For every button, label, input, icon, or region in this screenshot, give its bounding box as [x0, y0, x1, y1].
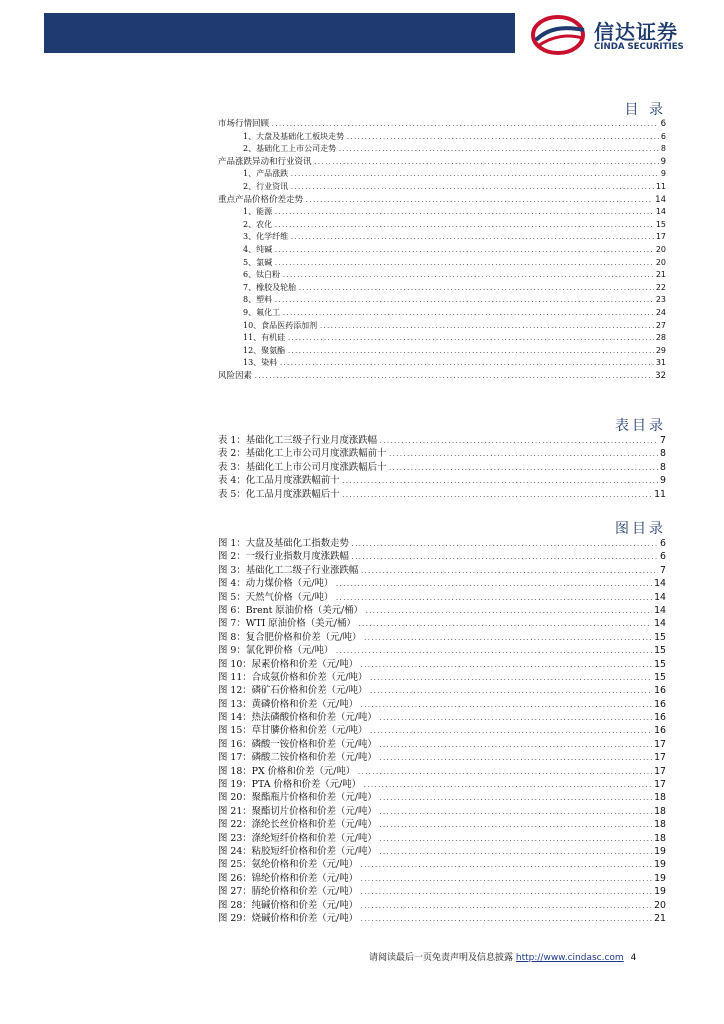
dot-leader — [363, 632, 652, 644]
dot-leader — [279, 358, 654, 370]
table-entry[interactable] — [218, 447, 666, 460]
figure-entry-label: 图 21：聚酯切片价格和价差（元/吨） — [218, 805, 377, 817]
toc-entry-label: 8、塑料 — [243, 295, 273, 305]
dot-leader — [335, 592, 652, 604]
figure-entry[interactable] — [218, 845, 666, 858]
figure-entry-label: 图 6：Brent 原油价格（美元/桶） — [218, 604, 363, 616]
toc-entry[interactable] — [218, 332, 666, 345]
toc-list — [218, 118, 666, 382]
dot-leader — [369, 672, 652, 684]
toc-entry-page-number: 28 — [655, 333, 666, 343]
toc-entry-page-number: 29 — [655, 345, 666, 355]
toc-entry[interactable] — [218, 206, 666, 219]
dot-leader — [360, 913, 652, 925]
dot-leader — [388, 448, 658, 460]
toc-entry-page-number: 15 — [655, 219, 666, 229]
figure-entry-page-number: 17 — [654, 779, 666, 791]
toc-entry[interactable] — [218, 269, 666, 282]
figure-entry-label: 图 14：热法磷酸价格和价差（元/吨） — [218, 712, 377, 724]
logo-english-name: CINDA SECURITIES — [594, 42, 684, 52]
figure-entry[interactable] — [218, 858, 666, 871]
page-footer — [369, 950, 636, 963]
toc-entry[interactable] — [218, 219, 666, 232]
dot-leader — [379, 435, 658, 447]
figure-entry-page-number: 16 — [654, 712, 666, 724]
dot-leader — [379, 712, 652, 724]
dot-leader — [379, 806, 652, 818]
figure-entry[interactable] — [218, 658, 666, 671]
dot-leader — [254, 371, 653, 383]
figure-entry-label: 图 19：PTA 价格和价差（元/吨） — [218, 779, 361, 791]
figure-entry-label: 图 5：天然气价格（元/吨） — [218, 591, 334, 603]
dot-leader — [369, 685, 652, 697]
figure-entry[interactable] — [218, 591, 666, 604]
dot-leader — [319, 321, 654, 333]
footer-website-link[interactable]: http://www.cindasc.com — [515, 953, 624, 963]
dot-leader — [298, 283, 654, 295]
figure-entry[interactable] — [218, 550, 666, 563]
toc-entry[interactable] — [218, 257, 666, 270]
table-entry-page-number: 8 — [660, 448, 666, 460]
toc-entry-label: 2、基础化工上市公司走势 — [243, 144, 337, 154]
table-entry-label: 表 5：化工品月度涨跌幅后十 — [218, 488, 340, 500]
figure-entry-page-number: 17 — [654, 765, 666, 777]
figure-entry-page-number: 18 — [654, 805, 666, 817]
dot-leader — [346, 132, 659, 144]
table-entry-label: 表 1：基础化工三级子行业月度涨跌幅 — [218, 435, 377, 446]
toc-entry[interactable] — [218, 194, 666, 207]
toc-entry[interactable] — [218, 156, 666, 169]
toc-entry-label: 1、产品涨跌 — [243, 169, 289, 179]
figure-entry-page-number: 14 — [654, 578, 666, 590]
dot-leader — [379, 739, 652, 751]
figure-entry-label: 图 4：动力煤价格（元/吨） — [218, 578, 334, 590]
figure-entry-page-number: 16 — [654, 685, 666, 697]
toc-entry[interactable] — [218, 294, 666, 307]
figure-entry-page-number: 19 — [654, 872, 666, 884]
figure-entry[interactable] — [218, 644, 666, 657]
dot-leader — [369, 725, 652, 737]
toc-entry-label: 11、有机硅 — [243, 333, 286, 343]
footer-disclaimer: 请阅读最后一页免责声明及信息披露 — [369, 953, 514, 963]
figure-entry[interactable] — [218, 899, 666, 912]
dot-leader — [360, 900, 652, 912]
figure-entry-label: 图 9：氯化钾价格（元/吨） — [218, 645, 334, 657]
table-entry-page-number: 11 — [654, 488, 666, 500]
figure-entry-page-number: 14 — [654, 618, 666, 630]
toc-entry-page-number: 23 — [655, 295, 666, 305]
toc-entry-page-number: 22 — [655, 282, 666, 292]
figure-entry[interactable] — [218, 738, 666, 751]
figure-entry-label: 图 13：黄磷价格和价差（元/吨） — [218, 698, 358, 710]
toc-entry-label: 13、染料 — [243, 358, 278, 368]
figure-entry-label: 图 26：锦纶价格和价差（元/吨） — [218, 872, 358, 884]
cinda-logo — [528, 14, 708, 56]
dot-leader — [358, 618, 652, 630]
toc-entry[interactable] — [218, 320, 666, 333]
figure-entry-page-number: 17 — [654, 752, 666, 764]
toc-entry-label: 1、大盘及基础化工板块走势 — [243, 131, 345, 141]
figure-entry-page-number: 21 — [654, 912, 666, 924]
figure-entry-label: 图 24：粘胶短纤价格和价差（元/吨） — [218, 845, 377, 857]
toc-entry[interactable] — [218, 231, 666, 244]
dot-leader — [379, 819, 652, 831]
dot-leader — [341, 489, 652, 501]
figure-entry[interactable] — [218, 912, 666, 925]
figures-title: 图目录 — [615, 521, 666, 537]
toc-entry[interactable] — [218, 345, 666, 358]
figure-entry[interactable] — [218, 791, 666, 804]
figure-entry-label: 图 18：PX 价格和价差（元/吨） — [218, 765, 356, 777]
toc-entry-label: 2、行业资讯 — [243, 181, 289, 191]
figure-entry-label: 图 8：复合肥价格和价差（元/吨） — [218, 631, 362, 643]
figure-entry-page-number: 19 — [654, 886, 666, 898]
toc-entry-label: 7、橡胶及轮胎 — [243, 282, 297, 292]
toc-entry-page-number: 17 — [655, 232, 666, 242]
figure-entry-page-number: 14 — [654, 591, 666, 603]
table-entry[interactable] — [218, 434, 666, 447]
figures-list — [218, 537, 666, 925]
figure-entry-label: 图 12：磷矿石价格和价差（元/吨） — [218, 685, 368, 697]
dot-leader — [290, 169, 659, 181]
dot-leader — [274, 295, 654, 307]
toc-entry-label: 9、氟化工 — [243, 307, 281, 317]
toc-entry-page-number: 31 — [655, 358, 666, 368]
toc-entry[interactable] — [218, 357, 666, 370]
toc-entry-page-number: 9 — [660, 169, 666, 179]
toc-entry-page-number: 11 — [655, 181, 666, 191]
dot-leader — [360, 873, 652, 885]
figure-entry-label: 图 17：磷酸二铵价格和价差（元/吨） — [218, 752, 377, 764]
figure-entry[interactable] — [218, 778, 666, 791]
dot-leader — [379, 833, 652, 845]
table-entry-page-number: 9 — [660, 475, 666, 487]
dot-leader — [379, 752, 652, 764]
figure-entry-label: 图 7：WTI 原油价格（美元/桶） — [218, 618, 356, 630]
toc-entry-page-number: 8 — [660, 144, 666, 154]
figure-entry-label: 图 15：草甘膦价格和价差（元/吨） — [218, 725, 368, 737]
toc-entry-page-number: 20 — [655, 244, 666, 254]
footer-page-number: 4 — [630, 953, 637, 963]
toc-entry-page-number: 14 — [655, 207, 666, 217]
toc-entry-page-number: 32 — [655, 370, 666, 381]
tables-title: 表目录 — [615, 418, 666, 434]
figure-entry-page-number: 15 — [654, 645, 666, 657]
figure-entry[interactable] — [218, 564, 666, 577]
dot-leader — [282, 308, 654, 320]
toc-entry-page-number: 21 — [655, 270, 666, 280]
table-entry[interactable] — [218, 474, 666, 487]
toc-entry[interactable] — [218, 244, 666, 257]
figure-entry-page-number: 7 — [660, 564, 666, 576]
table-entry-label: 表 4：化工品月度涨跌幅前十 — [218, 475, 340, 487]
dot-leader — [271, 119, 659, 131]
dot-leader — [360, 565, 658, 577]
dot-leader — [274, 207, 654, 219]
figure-entry[interactable] — [218, 684, 666, 697]
table-entry-page-number: 8 — [660, 461, 666, 473]
figure-entry-label: 图 10：尿素价格和价差（元/吨） — [218, 658, 358, 670]
toc-entry-page-number: 9 — [660, 156, 666, 167]
figure-entry-page-number: 15 — [654, 658, 666, 670]
dot-leader — [360, 886, 652, 898]
tables-list — [218, 434, 666, 501]
figure-entry-page-number: 19 — [654, 845, 666, 857]
toc-entry-page-number: 27 — [655, 320, 666, 330]
figure-entry[interactable] — [218, 671, 666, 684]
dot-leader — [287, 333, 654, 345]
dot-leader — [360, 659, 652, 671]
toc-entry-label: 风险因素 — [218, 370, 253, 381]
figure-entry[interactable] — [218, 604, 666, 617]
toc-title: 目 录 — [624, 102, 666, 118]
toc-entry-page-number: 6 — [660, 119, 666, 129]
dot-leader — [274, 258, 654, 270]
dot-leader — [379, 846, 652, 858]
figure-entry[interactable] — [218, 832, 666, 845]
dot-leader — [388, 462, 658, 474]
toc-entry[interactable] — [218, 181, 666, 194]
figure-entry-label: 图 22：涤纶长丝价格和价差（元/吨） — [218, 819, 377, 831]
figure-entry[interactable] — [218, 885, 666, 898]
toc-entry-page-number: 6 — [660, 131, 666, 141]
figure-entry[interactable] — [218, 577, 666, 590]
toc-entry-label: 市场行情回顾 — [218, 119, 270, 129]
figure-entry-label: 图 28：纯碱价格和价差（元/吨） — [218, 899, 358, 911]
dot-leader — [290, 182, 654, 194]
toc-entry[interactable] — [218, 282, 666, 295]
toc-entry-label: 1、能源 — [243, 207, 273, 217]
cinda-logo-icon — [528, 14, 590, 56]
figure-entry-page-number: 6 — [660, 538, 666, 549]
table-entry-label: 表 3：基础化工上市公司月度涨跌幅后十 — [218, 461, 387, 473]
toc-entry-label: 3、化学纤维 — [243, 232, 289, 242]
table-entry-label: 表 2：基础化工上市公司月度涨跌幅前十 — [218, 448, 387, 460]
toc-entry-page-number: 24 — [655, 307, 666, 317]
toc-entry[interactable] — [218, 370, 666, 383]
dot-leader — [351, 551, 658, 563]
dot-leader — [282, 270, 654, 282]
figure-entry[interactable] — [218, 751, 666, 764]
logo-chinese-name: 信达证券 — [594, 20, 678, 44]
figure-entry-label: 图 23：涤纶短纤价格和价差（元/吨） — [218, 832, 377, 844]
toc-entry-label: 重点产品价格价差走势 — [218, 194, 304, 205]
dot-leader — [357, 766, 652, 778]
figure-entry-label: 图 11：合成氨价格和价差（元/吨） — [218, 671, 368, 683]
figure-entry-label: 图 1：大盘及基础化工指数走势 — [218, 538, 349, 549]
table-entry[interactable] — [218, 488, 666, 501]
figure-entry-page-number: 6 — [660, 551, 666, 563]
dot-leader — [341, 475, 658, 487]
figure-entry-page-number: 15 — [654, 671, 666, 683]
dot-leader — [314, 157, 659, 169]
figure-entry-page-number: 18 — [654, 792, 666, 804]
figure-entry[interactable] — [218, 631, 666, 644]
toc-entry[interactable] — [218, 307, 666, 320]
figure-entry[interactable] — [218, 765, 666, 778]
figure-entry[interactable] — [218, 698, 666, 711]
figure-entry[interactable] — [218, 872, 666, 885]
figure-entry[interactable] — [218, 724, 666, 737]
toc-entry[interactable] — [218, 143, 666, 156]
figure-entry-label: 图 29：烧碱价格和价差（元/吨） — [218, 912, 358, 924]
figure-entry[interactable] — [218, 818, 666, 831]
toc-entry[interactable] — [218, 131, 666, 144]
dot-leader — [274, 220, 654, 232]
figure-entry[interactable] — [218, 617, 666, 630]
figure-entry[interactable] — [218, 805, 666, 818]
toc-entry-label: 产品涨跌异动和行业资讯 — [218, 156, 312, 167]
figure-entry-page-number: 15 — [654, 631, 666, 643]
dot-leader — [287, 346, 654, 358]
toc-entry-label: 10、食品医药添加剂 — [243, 320, 318, 330]
dot-leader — [351, 538, 658, 550]
toc-entry-label: 12、聚氨酯 — [243, 345, 286, 355]
figure-entry[interactable] — [218, 537, 666, 550]
figure-entry-page-number: 20 — [654, 899, 666, 911]
figure-entry-page-number: 19 — [654, 859, 666, 871]
toc-entry-label: 4、纯碱 — [243, 244, 273, 254]
toc-entry[interactable] — [218, 118, 666, 131]
header-banner — [44, 13, 515, 53]
toc-entry[interactable] — [218, 168, 666, 181]
toc-entry-label: 6、钛白粉 — [243, 270, 281, 280]
dot-leader — [335, 645, 652, 657]
figure-entry-label: 图 2：一级行业指数月度涨跌幅 — [218, 551, 349, 563]
toc-entry-label: 2、农化 — [243, 219, 273, 229]
dot-leader — [379, 792, 652, 804]
dot-leader — [363, 779, 652, 791]
figure-entry-page-number: 16 — [654, 725, 666, 737]
dot-leader — [290, 232, 654, 244]
toc-entry-label: 5、氯碱 — [243, 257, 273, 267]
dot-leader — [305, 195, 653, 207]
figure-entry-label: 图 16：磷酸一铵价格和价差（元/吨） — [218, 738, 377, 750]
toc-entry-page-number: 14 — [655, 194, 666, 205]
figure-entry-page-number: 16 — [654, 698, 666, 710]
figure-entry-label: 图 25：氨纶价格和价差（元/吨） — [218, 859, 358, 871]
table-entry[interactable] — [218, 461, 666, 474]
figure-entry-page-number: 14 — [654, 604, 666, 616]
toc-entry-page-number: 20 — [655, 257, 666, 267]
figure-entry-page-number: 18 — [654, 832, 666, 844]
table-entry-page-number: 7 — [660, 435, 666, 446]
figure-entry-page-number: 17 — [654, 738, 666, 750]
figure-entry[interactable] — [218, 711, 666, 724]
dot-leader — [274, 245, 654, 257]
figure-entry-label: 图 27：腈纶价格和价差（元/吨） — [218, 886, 358, 898]
dot-leader — [365, 605, 652, 617]
figure-entry-label: 图 3：基础化工二级子行业涨跌幅 — [218, 564, 359, 576]
dot-leader — [360, 859, 652, 871]
dot-leader — [338, 144, 659, 156]
dot-leader — [360, 699, 652, 711]
figure-entry-page-number: 18 — [654, 819, 666, 831]
figure-entry-label: 图 20：聚酯瓶片价格和价差（元/吨） — [218, 792, 377, 804]
dot-leader — [335, 578, 652, 590]
